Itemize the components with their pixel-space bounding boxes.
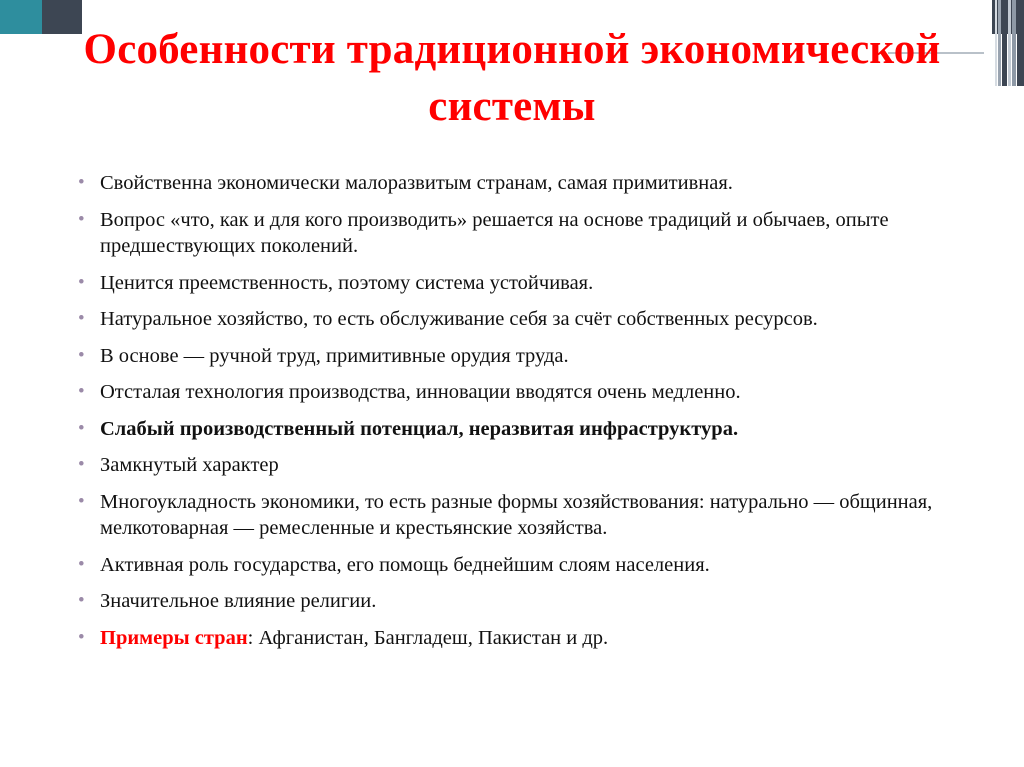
list-item-text: Многоукладность экономики, то есть разные формы хозяйствования: натурально — общинная, мелкотоварная — ремесленные и крестьянские хозяйства.	[100, 490, 933, 539]
list-item-text: Отсталая технология производства, инновации вводятся очень медленно.	[100, 381, 741, 403]
list-item	[74, 588, 974, 615]
list-item-text: В основе — ручной труд, примитивные орудия труда.	[100, 344, 569, 367]
bullet-icon: •	[78, 172, 85, 193]
list-item-text: Слабый производственный потенциал, неразвитая инфраструктура.	[100, 417, 739, 440]
list-item-text: Вопрос «что, как и для кого производить» решается на основе традиций и обычаев, опыте предшествующих поколений.	[100, 208, 889, 257]
bullet-icon: •	[78, 271, 85, 293]
examples-value: : Афганистан, Бангладеш, Пакистан и др.	[247, 626, 609, 649]
list-item	[74, 489, 974, 542]
header-decor-teal	[0, 0, 42, 34]
list-item-text: Активная роль государства, его помощь беднейшим слоям населения.	[100, 553, 710, 576]
list-item	[74, 170, 974, 197]
list-item	[74, 207, 974, 260]
bullet-list	[74, 170, 974, 661]
examples-label: Примеры стран	[100, 626, 248, 649]
list-item-text: Замкнутый характер	[100, 454, 279, 476]
list-item	[74, 343, 974, 370]
bullet-icon: •	[78, 381, 85, 402]
decor-stripe	[995, 0, 997, 86]
slide-title: Особенности традиционной экономической системы	[83, 26, 941, 130]
header-decor-stripes	[988, 0, 1024, 86]
list-item	[74, 270, 974, 297]
list-item-text: Натуральное хозяйство, то есть обслуживание себя за счёт собственных ресурсов.	[100, 308, 818, 330]
bullet-icon: •	[78, 454, 85, 475]
bullet-icon: •	[78, 553, 85, 575]
list-item	[74, 306, 974, 333]
bullet-icon: •	[78, 308, 85, 329]
list-item	[74, 416, 974, 443]
decor-stripe	[1017, 0, 1024, 86]
list-item-text	[100, 625, 974, 652]
bullet-icon: •	[78, 417, 85, 439]
list-item-text: Значительное влияние религии.	[100, 590, 377, 612]
bullet-icon: •	[78, 208, 85, 230]
list-item-examples	[74, 625, 974, 652]
decor-stripe	[1002, 0, 1007, 86]
decor-stripe	[998, 0, 1001, 86]
list-item-text: Свойственна экономически малоразвитым странам, самая примитивная.	[100, 172, 733, 194]
decor-stripe	[1008, 0, 1011, 86]
list-item	[74, 452, 974, 479]
list-item-text: Ценится преемственность, поэтому система устойчивая.	[100, 271, 594, 294]
decor-stripe	[1012, 0, 1016, 86]
list-item	[74, 552, 974, 579]
bullet-icon: •	[78, 490, 85, 512]
bullet-icon: •	[78, 626, 85, 648]
bullet-icon: •	[78, 344, 85, 366]
bullet-icon: •	[78, 590, 85, 611]
list-item	[74, 379, 974, 406]
